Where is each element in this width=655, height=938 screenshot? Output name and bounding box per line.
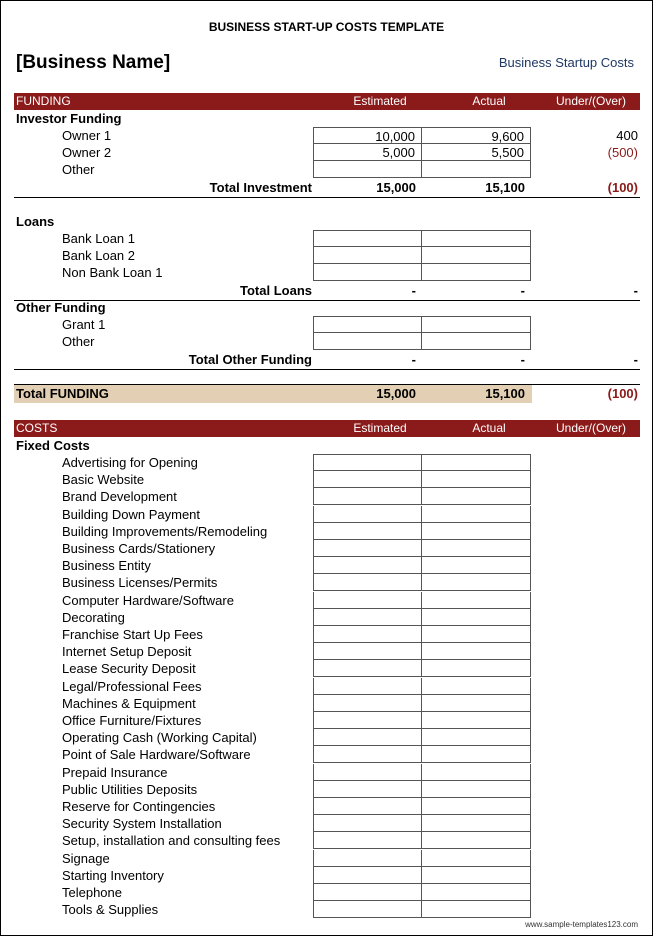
actual-cell[interactable] — [422, 781, 531, 798]
total-other-funding-row — [14, 351, 640, 370]
actual-cell[interactable] — [422, 609, 531, 626]
funding-header-band — [14, 93, 640, 110]
estimated-cell[interactable]: 5,000 — [313, 144, 422, 161]
row-label: Lease Security Deposit — [62, 661, 196, 677]
total-label: Total Loans — [240, 283, 312, 298]
row-label: Grant 1 — [62, 317, 106, 332]
estimated-cell[interactable] — [313, 764, 422, 781]
table-row — [14, 867, 640, 884]
investor-funding-heading-row — [14, 110, 640, 127]
table-row — [14, 626, 640, 643]
costs-header-band — [14, 420, 640, 437]
actual-cell[interactable] — [422, 230, 531, 247]
estimated-cell[interactable] — [313, 850, 422, 867]
total-estimated: - — [411, 283, 416, 298]
table-row — [14, 592, 640, 609]
actual-cell[interactable] — [422, 161, 531, 178]
estimated-cell[interactable] — [313, 746, 422, 763]
actual-cell[interactable] — [422, 454, 531, 471]
row-label: Advertising for Opening — [62, 455, 198, 470]
under-over-column-header: Under/(Over) — [555, 421, 626, 435]
row-label: Starting Inventory — [62, 867, 164, 883]
actual-cell[interactable] — [422, 746, 531, 763]
actual-column-header: Actual — [472, 421, 506, 435]
table-row — [14, 557, 640, 574]
row-label: Business Entity — [62, 558, 151, 574]
table-row — [14, 660, 640, 677]
estimated-cell[interactable] — [313, 712, 422, 729]
total-actual: - — [520, 283, 525, 298]
actual-cell[interactable] — [422, 506, 531, 523]
estimated-cell[interactable] — [313, 230, 422, 247]
estimated-cell[interactable] — [313, 643, 422, 660]
estimated-cell[interactable] — [313, 626, 422, 643]
total-funding-actual: 15,100 — [485, 386, 525, 401]
actual-cell[interactable] — [422, 557, 531, 574]
estimated-cell[interactable] — [313, 161, 422, 178]
estimated-cell[interactable] — [313, 574, 422, 591]
estimated-cell[interactable] — [313, 867, 422, 884]
document-title: BUSINESS START-UP COSTS TEMPLATE — [208, 20, 445, 34]
row-label: Tools & Supplies — [62, 902, 159, 918]
actual-cell[interactable] — [422, 643, 531, 660]
row-label: Owner 2 — [62, 145, 112, 160]
table-row — [14, 832, 640, 849]
row-label: Brand Development — [62, 489, 177, 505]
actual-cell[interactable] — [422, 850, 531, 867]
row-label: Decorating — [62, 609, 125, 625]
table-row — [14, 454, 640, 471]
table-row — [14, 746, 640, 763]
section-heading: Other Funding — [16, 300, 106, 315]
total-funding-under-over: (100) — [607, 386, 638, 401]
table-row — [14, 247, 640, 264]
costs-section-label: COSTS — [16, 421, 58, 435]
under-over-cell: 400 — [616, 128, 638, 143]
table-row — [14, 333, 640, 350]
row-label: Prepaid Insurance — [62, 764, 168, 780]
table-row — [14, 144, 640, 161]
row-label: Other — [62, 162, 95, 177]
table-row — [14, 127, 640, 144]
estimated-column-header: Estimated — [353, 421, 407, 435]
table-row — [14, 161, 640, 178]
row-label: Point of Sale Hardware/Software — [62, 747, 251, 763]
actual-cell[interactable] — [422, 316, 531, 333]
table-row — [14, 643, 640, 660]
estimated-cell[interactable] — [313, 316, 422, 333]
actual-cell[interactable] — [422, 592, 531, 609]
estimated-cell[interactable]: 10,000 — [313, 127, 422, 144]
total-label: Total Other Funding — [188, 352, 312, 367]
total-under-over: (100) — [607, 180, 638, 195]
row-label: Reserve for Contingencies — [62, 799, 216, 814]
table-row — [14, 850, 640, 867]
actual-cell[interactable] — [422, 832, 531, 849]
estimated-cell[interactable] — [313, 678, 422, 695]
estimated-cell[interactable] — [313, 247, 422, 264]
section-heading: Investor Funding — [16, 111, 122, 126]
row-label: Legal/Professional Fees — [62, 678, 202, 694]
total-actual: - — [520, 352, 525, 367]
table-row — [14, 523, 640, 540]
estimated-cell[interactable] — [313, 695, 422, 712]
actual-cell[interactable] — [422, 884, 531, 901]
actual-cell[interactable] — [422, 798, 531, 815]
table-row — [14, 798, 640, 815]
actual-cell[interactable] — [422, 660, 531, 677]
total-under-over: - — [633, 283, 638, 298]
funding-section-label: FUNDING — [16, 94, 71, 108]
estimated-cell[interactable] — [313, 540, 422, 557]
actual-cell[interactable] — [422, 695, 531, 712]
table-row — [14, 901, 640, 918]
table-row — [14, 540, 640, 557]
total-estimated: - — [411, 352, 416, 367]
total-label: Total Investment — [209, 180, 312, 195]
row-label: Non Bank Loan 1 — [62, 265, 163, 280]
estimated-column-header: Estimated — [353, 94, 407, 108]
section-heading: Fixed Costs — [16, 438, 90, 453]
row-label: Operating Cash (Working Capital) — [62, 730, 257, 746]
row-label: Building Improvements/Remodeling — [62, 523, 268, 539]
row-label: Public Utilities Deposits — [62, 781, 198, 797]
row-label: Computer Hardware/Software — [62, 592, 234, 608]
row-label: Setup, installation and consulting fees — [62, 833, 281, 849]
actual-cell[interactable]: 9,600 — [422, 127, 531, 144]
total-estimated: 15,000 — [376, 180, 416, 195]
actual-cell[interactable] — [422, 729, 531, 746]
estimated-cell[interactable] — [313, 832, 422, 849]
actual-cell[interactable] — [422, 626, 531, 643]
estimated-cell[interactable] — [313, 454, 422, 471]
estimated-cell[interactable] — [313, 815, 422, 832]
row-label: Telephone — [62, 885, 122, 900]
actual-cell[interactable] — [422, 471, 531, 488]
estimated-cell[interactable] — [313, 729, 422, 746]
estimated-cell[interactable] — [313, 333, 422, 350]
estimated-cell[interactable] — [313, 884, 422, 901]
table-row — [14, 781, 640, 798]
section-heading: Loans — [16, 214, 55, 229]
other-funding-heading-row — [14, 299, 640, 316]
row-label: Franchise Start Up Fees — [62, 627, 203, 642]
estimated-cell[interactable] — [313, 264, 422, 281]
total-under-over: - — [633, 352, 638, 367]
table-row — [14, 695, 640, 712]
estimated-cell[interactable] — [313, 592, 422, 609]
actual-cell[interactable] — [422, 678, 531, 695]
row-label: Bank Loan 2 — [62, 248, 136, 263]
actual-cell[interactable] — [422, 523, 531, 540]
table-row — [14, 506, 640, 523]
estimated-cell[interactable] — [313, 506, 422, 523]
table-row — [14, 884, 640, 901]
row-label: Office Furniture/Fixtures — [62, 713, 202, 728]
row-label: Other — [62, 334, 95, 349]
table-row — [14, 230, 640, 247]
table-row — [14, 316, 640, 333]
row-label: Building Down Payment — [62, 506, 201, 522]
table-row — [14, 488, 640, 505]
estimated-cell[interactable] — [313, 798, 422, 815]
estimated-cell[interactable] — [313, 488, 422, 505]
table-row — [14, 764, 640, 781]
actual-cell[interactable] — [422, 264, 531, 281]
actual-cell[interactable] — [422, 867, 531, 884]
table-row — [14, 609, 640, 626]
under-over-cell: (500) — [607, 145, 638, 160]
table-row — [14, 815, 640, 832]
loans-heading-row — [14, 213, 640, 230]
row-label: Bank Loan 1 — [62, 231, 136, 246]
actual-cell[interactable] — [422, 488, 531, 505]
actual-cell[interactable] — [422, 540, 531, 557]
estimated-cell[interactable] — [313, 609, 422, 626]
total-funding-estimated: 15,000 — [376, 386, 416, 401]
row-label: Owner 1 — [62, 128, 112, 143]
under-over-column-header: Under/(Over) — [555, 94, 626, 108]
actual-cell[interactable] — [422, 901, 531, 918]
total-funding-row — [14, 385, 532, 403]
actual-cell[interactable] — [422, 333, 531, 350]
row-label: Machines & Equipment — [62, 695, 196, 711]
table-row — [14, 678, 640, 695]
row-label: Business Cards/Stationery — [62, 541, 216, 556]
actual-cell[interactable] — [422, 764, 531, 781]
actual-cell[interactable] — [422, 574, 531, 591]
table-row — [14, 264, 640, 281]
actual-cell[interactable] — [422, 247, 531, 264]
row-label: Business Licenses/Permits — [62, 575, 218, 591]
footer-watermark: www.sample-templates123.com — [525, 920, 638, 929]
estimated-cell[interactable] — [313, 660, 422, 677]
table-row — [14, 712, 640, 729]
table-row — [14, 574, 640, 591]
actual-cell[interactable] — [422, 712, 531, 729]
estimated-cell[interactable] — [313, 471, 422, 488]
total-actual: 15,100 — [485, 180, 525, 195]
document-subtitle: Business Startup Costs — [498, 55, 634, 70]
row-label: Internet Setup Deposit — [62, 644, 192, 660]
actual-column-header: Actual — [472, 94, 506, 108]
row-label: Signage — [62, 850, 110, 866]
fixed-costs-heading-row — [14, 437, 640, 454]
row-label: Security System Installation — [62, 816, 222, 832]
estimated-cell[interactable] — [313, 901, 422, 918]
total-funding-label: Total FUNDING — [16, 386, 109, 401]
estimated-cell[interactable] — [313, 557, 422, 574]
table-row — [14, 471, 640, 488]
estimated-cell[interactable] — [313, 523, 422, 540]
estimated-cell[interactable] — [313, 781, 422, 798]
actual-cell[interactable]: 5,500 — [422, 144, 531, 161]
actual-cell[interactable] — [422, 815, 531, 832]
business-name-field[interactable]: [Business Name] — [16, 52, 171, 73]
table-row — [14, 729, 640, 746]
row-label: Basic Website — [62, 472, 145, 488]
total-investment-row — [14, 179, 640, 198]
